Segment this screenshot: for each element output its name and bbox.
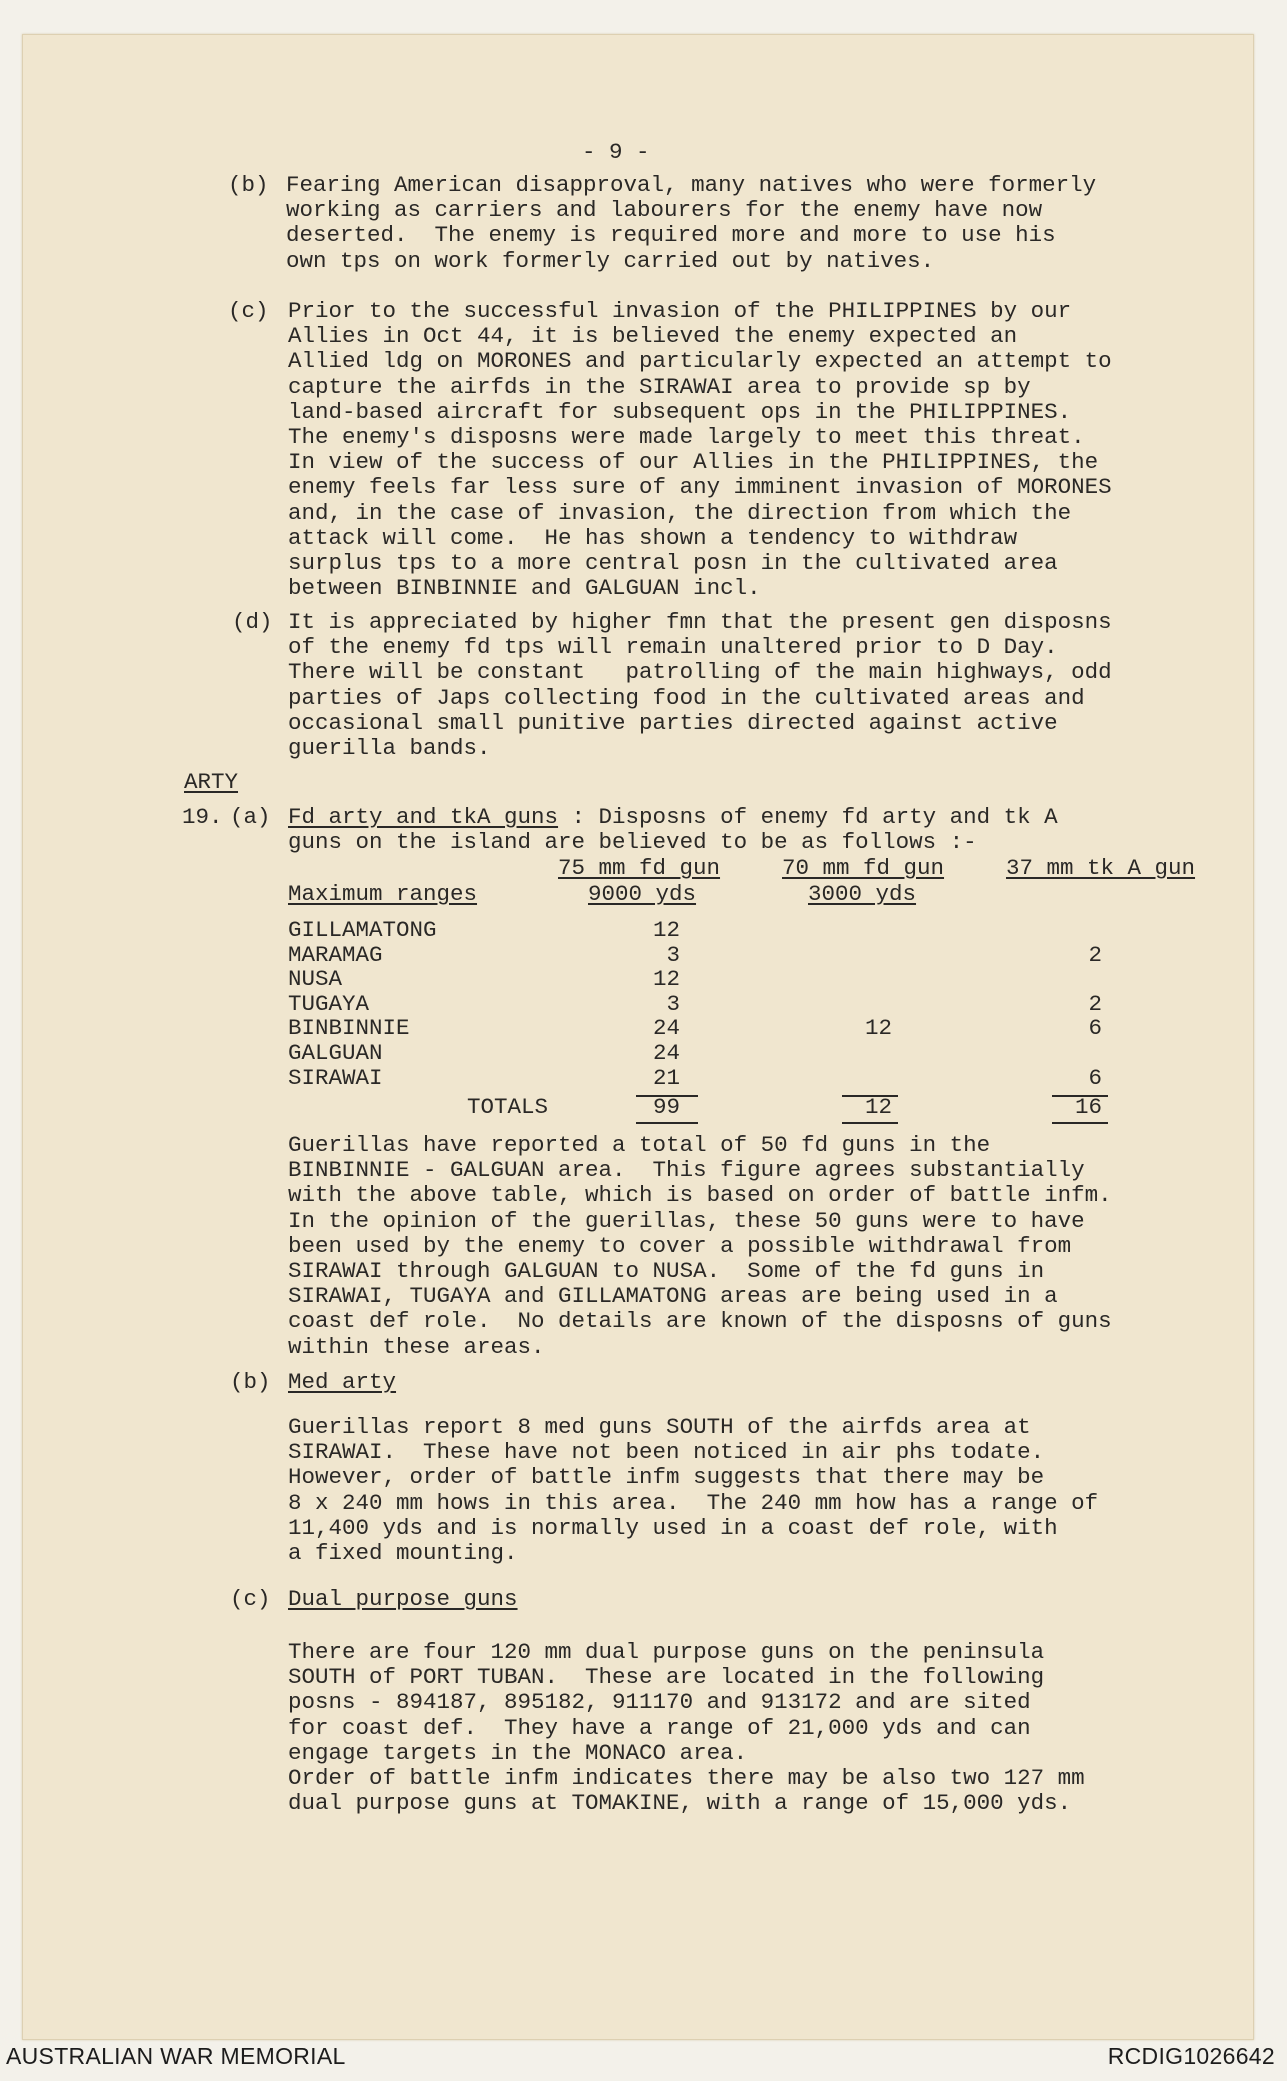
para-c-text (288, 299, 1112, 601)
text-line: deserted. The enemy is required more and more to use his (286, 222, 1056, 249)
table-cell-75mm: 24 (652, 1040, 680, 1066)
para-19c-label: (c) (230, 1586, 271, 1612)
para-d-text (288, 610, 1112, 761)
text-line: Guerillas report 8 med guns SOUTH of the airfds area at (288, 1414, 1031, 1440)
table-cell-75mm: 24 (652, 1015, 680, 1041)
text-line: Allied ldg on MORONES and particularly expected an attempt to (288, 348, 1112, 375)
para-19-number: 19. (182, 804, 223, 830)
text-line: with the above table, which is based on order of battle infm. (288, 1182, 1112, 1209)
para-19a-heading: Fd arty and tkA guns (288, 804, 559, 830)
table-row-place: SIRAWAI (288, 1065, 383, 1091)
table-cell-75mm: 12 (652, 917, 680, 943)
table-cell-37mm: 2 (1088, 991, 1102, 1017)
totals-label: TOTALS (467, 1094, 549, 1120)
para-19b-text (288, 1415, 1098, 1566)
text-line: occasional small punitive parties directed against active (288, 709, 1058, 736)
text-line: The enemy's disposns were made largely to meet this threat. (288, 424, 1085, 451)
col-75mm-range: 9000 yds (588, 881, 697, 907)
para-19a-intro (288, 805, 1058, 830)
text-line: working as carriers and labourers for the enemy have now (286, 197, 1043, 224)
row-header-max-ranges: Maximum ranges (288, 881, 478, 907)
text-line: attack will come. He has shown a tendency to withdraw (288, 524, 1018, 551)
table-cell-70mm: 12 (864, 1015, 892, 1041)
text-line: coast def role. No details are known of the disposns of guns (288, 1308, 1112, 1335)
text-line: BINBINNIE - GALGUAN area. This figure agrees substantially (288, 1157, 1085, 1184)
para-19a-intro-line2: guns on the island are believed to be as follows :- (288, 829, 977, 855)
para-d-label: (d) (232, 609, 273, 635)
text-line: and, in the case of invasion, the direction from which the (288, 499, 1072, 526)
rule-37-bottom (1052, 1122, 1108, 1124)
table-row-place: BINBINNIE (288, 1015, 410, 1041)
text-line: SOUTH of PORT TUBAN. These are located in the following (288, 1664, 1045, 1691)
text-line: own tps on work formerly carried out by natives. (286, 247, 935, 274)
text-line: parties of Japs collecting food in the cultivated areas and (288, 684, 1085, 711)
para-19a-intro-rest: : Disposns of enemy fd arty and tk A (558, 804, 1058, 830)
text-line: dual purpose guns at TOMAKINE, with a range of 15,000 yds. (288, 1790, 1072, 1817)
total-75mm: 99 (652, 1094, 680, 1120)
rule-70-bottom (842, 1122, 898, 1124)
text-line: There are four 120 mm dual purpose guns on the peninsula (288, 1639, 1045, 1665)
col-37mm-header: 37 mm tk A gun (1006, 855, 1196, 881)
table-cell-75mm: 21 (652, 1065, 680, 1091)
text-line: enemy feels far less sure of any imminent invasion of MORONES (288, 474, 1112, 501)
para-19a-text (288, 1133, 1112, 1360)
table-row-place: MARAMAG (288, 942, 383, 968)
col-75mm-header: 75 mm fd gun (558, 855, 721, 881)
para-c-label: (c) (228, 298, 269, 324)
text-line: In the opinion of the guerillas, these 50 guns were to have (288, 1207, 1085, 1234)
text-line: posns - 894187, 895182, 911170 and 913172 and are sited (288, 1689, 1031, 1716)
para-b-label: (b) (228, 172, 269, 198)
text-line: SIRAWAI. These have not been noticed in air phs todate. (288, 1439, 1045, 1466)
total-37mm: 16 (1074, 1094, 1102, 1120)
text-line: between BINBINNIE and GALGUAN incl. (288, 575, 761, 602)
para-19b-heading: Med arty (288, 1369, 397, 1395)
text-line: been used by the enemy to cover a possible withdrawal from (288, 1232, 1072, 1259)
text-line: Prior to the successful invasion of the PHILIPPINES by our (288, 298, 1072, 324)
text-line: In view of the success of our Allies in the PHILIPPINES, the (288, 449, 1099, 476)
table-row-place: GALGUAN (288, 1040, 383, 1066)
total-70mm: 12 (864, 1094, 892, 1120)
text-line: engage targets in the MONACO area. (288, 1739, 748, 1766)
col-70mm-header: 70 mm fd gun (782, 855, 945, 881)
text-line: It is appreciated by higher fmn that the present gen disposns (288, 609, 1112, 635)
table-cell-37mm: 6 (1088, 1065, 1102, 1091)
text-line: SIRAWAI through GALGUAN to NUSA. Some of the fd guns in (288, 1258, 1045, 1285)
para-b-text (286, 173, 1096, 274)
rule-75-bottom (636, 1122, 698, 1124)
text-line: There will be constant patrolling of the main highways, odd (288, 659, 1112, 686)
text-line: SIRAWAI, TUGAYA and GILLAMATONG areas are being used in a (288, 1283, 1058, 1310)
table-cell-37mm: 2 (1088, 942, 1102, 968)
text-line: Fearing American disapproval, many natives who were formerly (286, 172, 1097, 198)
table-cell-75mm: 3 (666, 942, 680, 968)
text-line: surplus tps to a more central posn in the cultivated area (288, 550, 1058, 577)
text-line: guerilla bands. (288, 735, 491, 762)
text-line: capture the airfds in the SIRAWAI area to provide sp by (288, 373, 1031, 400)
text-line: within these areas. (288, 1333, 545, 1360)
text-line: Allies in Oct 44, it is believed the enemy expected an (288, 323, 1018, 350)
page-number: - 9 - (582, 139, 650, 165)
col-70mm-range: 3000 yds (808, 881, 917, 907)
text-line: Guerillas have reported a total of 50 fd guns in the (288, 1132, 991, 1158)
table-cell-37mm: 6 (1088, 1015, 1102, 1041)
text-line: However, order of battle infm suggests that there may be (288, 1464, 1045, 1491)
text-line: for coast def. They have a range of 21,000 yds and can (288, 1714, 1031, 1741)
section-heading-arty: ARTY (184, 769, 239, 795)
table-row-place: TUGAYA (288, 991, 370, 1017)
text-line: of the enemy fd tps will remain unaltered prior to D Day. (288, 634, 1058, 661)
table-row-place: GILLAMATONG (288, 917, 437, 943)
para-19b-label: (b) (230, 1369, 271, 1395)
text-line: 8 x 240 mm hows in this area. The 240 mm how has a range of (288, 1489, 1099, 1516)
footer-source: AUSTRALIAN WAR MEMORIAL (6, 2043, 346, 2069)
text-line: land-based aircraft for subsequent ops in the PHILIPPINES. (288, 398, 1072, 425)
footer-reference: RCDIG1026642 (1107, 2043, 1275, 2069)
text-line: Order of battle infm indicates there may be also two 127 mm (288, 1765, 1085, 1792)
para-19c-heading: Dual purpose guns (288, 1586, 518, 1612)
para-19c-text (288, 1640, 1085, 1816)
table-row-place: NUSA (288, 966, 343, 992)
table-cell-75mm: 3 (666, 991, 680, 1017)
text-line: 11,400 yds and is normally used in a coast def role, with (288, 1514, 1058, 1541)
para-19a-label: (a) (230, 804, 271, 830)
text-line: a fixed mounting. (288, 1540, 518, 1567)
table-cell-75mm: 12 (652, 966, 680, 992)
